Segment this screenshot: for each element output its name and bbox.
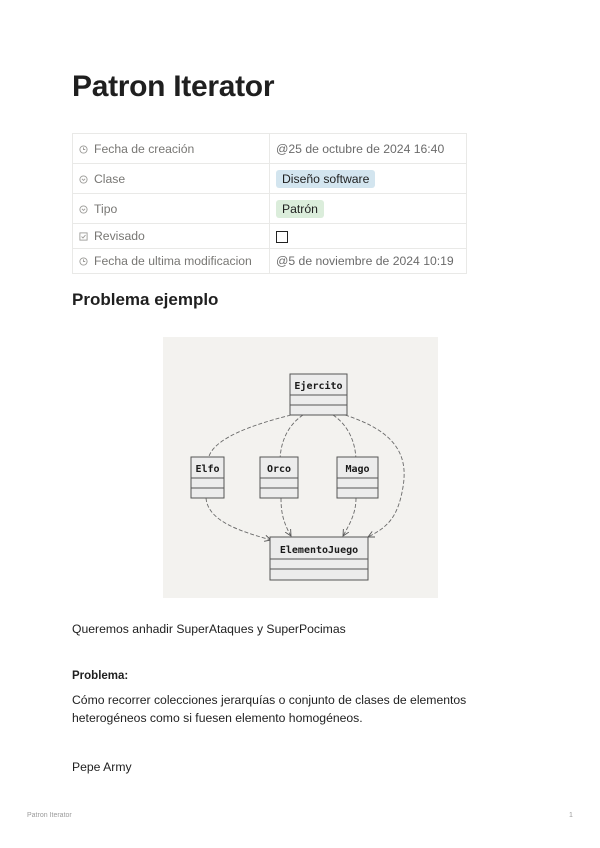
checkbox-icon xyxy=(79,232,88,241)
modified-date: @5 de noviembre de 2024 10:19 xyxy=(276,254,454,268)
class-label-orco: Orco xyxy=(266,464,292,475)
property-key-label: Tipo xyxy=(94,201,118,216)
revisado-checkbox[interactable] xyxy=(276,231,288,243)
clase-tag[interactable]: Diseño software xyxy=(276,170,375,188)
signature-text: Pepe Army xyxy=(72,760,132,774)
property-key xyxy=(73,134,270,164)
property-key-label: Clase xyxy=(94,171,126,186)
property-row xyxy=(73,249,467,274)
uml-diagram xyxy=(163,337,438,598)
edge-ejercito-mago xyxy=(333,415,356,462)
select-icon xyxy=(79,205,88,214)
edge-mago-elemento xyxy=(343,498,356,536)
created-date: @25 de octubre de 2024 16:40 xyxy=(276,141,445,156)
property-value[interactable] xyxy=(270,134,467,164)
property-value[interactable] xyxy=(270,194,467,224)
property-key-label: Fecha de creación xyxy=(94,141,195,156)
property-key xyxy=(73,249,270,274)
property-key xyxy=(73,194,270,224)
edge-orco-elemento xyxy=(281,498,291,536)
page-title: Patron Iterator xyxy=(72,70,275,103)
class-label-elementojuego: ElementoJuego xyxy=(279,545,359,556)
edge-ejercito-orco xyxy=(280,415,303,462)
problem-label: Problema: xyxy=(72,670,129,682)
property-key xyxy=(73,224,270,249)
footer-page-number: 1 xyxy=(569,812,573,819)
edge-ejercito-elfo xyxy=(208,415,291,462)
property-row xyxy=(73,134,467,164)
property-row xyxy=(73,194,467,224)
tipo-tag[interactable]: Patrón xyxy=(276,200,324,218)
property-value xyxy=(270,224,467,249)
uml-diagram-svg xyxy=(163,337,438,598)
intro-text: Queremos anhadir SuperAtaques y SuperPocimas xyxy=(72,622,346,636)
clock-icon xyxy=(79,145,88,154)
property-key xyxy=(73,164,270,194)
problem-text-line-2: heterogéneos como si fuesen elemento homogéneos. xyxy=(72,711,363,725)
edge-elfo-elemento xyxy=(206,498,271,540)
problem-text-line-1: Cómo recorrer colecciones jerarquías o conjunto de clases de elementos xyxy=(72,693,467,707)
property-value[interactable] xyxy=(270,164,467,194)
class-label-elfo: Elfo xyxy=(195,464,220,475)
property-key-label: Fecha de ultima modificacion xyxy=(94,254,252,268)
select-icon xyxy=(79,175,88,184)
properties-table xyxy=(72,133,467,274)
section-heading: Problema ejemplo xyxy=(72,290,219,309)
clock-icon xyxy=(79,257,88,266)
class-label-ejercito: Ejercito xyxy=(294,381,343,392)
footer-doc-name: Patron Iterator xyxy=(27,812,72,819)
class-elementojuego xyxy=(270,537,368,580)
property-value[interactable] xyxy=(270,249,467,274)
property-row xyxy=(73,164,467,194)
property-row xyxy=(73,224,467,249)
class-label-mago: Mago xyxy=(345,464,370,475)
property-key-label: Revisado xyxy=(94,229,145,243)
